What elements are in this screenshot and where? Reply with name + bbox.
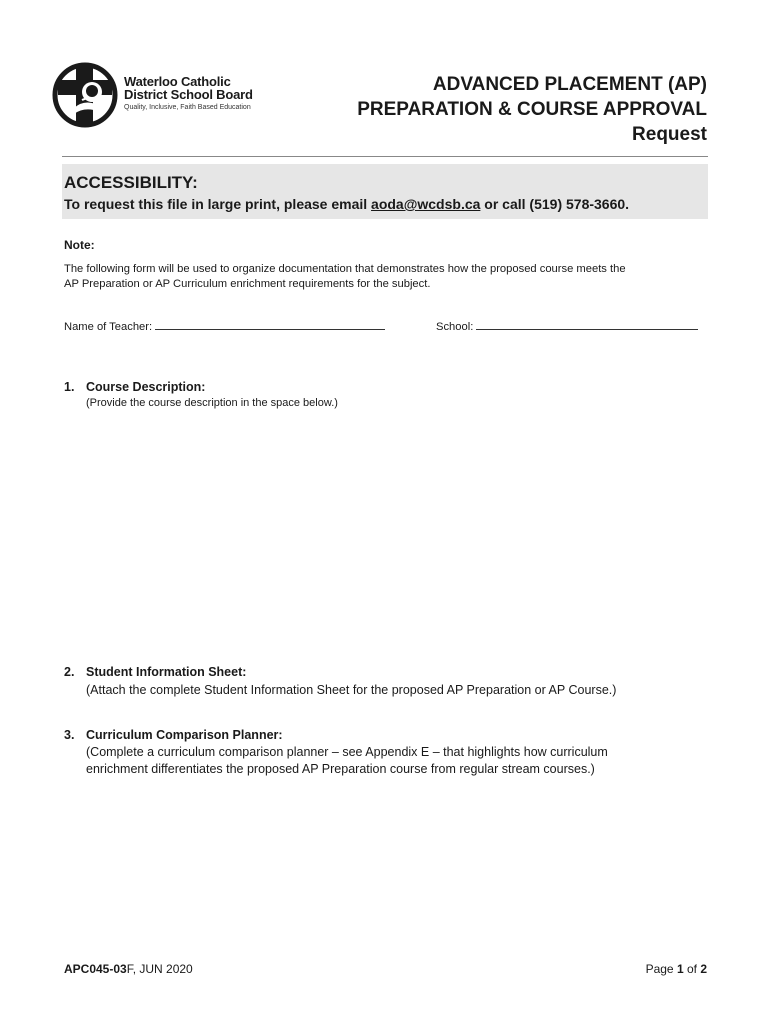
accessibility-text-after: or call (519) 578-3660. [480,196,630,212]
cross-emblem-icon [52,62,118,128]
teacher-input-line[interactable] [155,319,385,330]
note-label: Note: [64,238,95,252]
form-code-bold: APC045-03 [64,962,127,976]
logo-name-line1: Waterloo Catholic [124,74,231,89]
accessibility-heading: ACCESSIBILITY: [64,173,198,192]
accessibility-email-link[interactable]: aoda@wcdsb.ca [371,196,481,212]
form-code [64,962,193,976]
section-3-description-line-1: (Complete a curriculum comparison planner – see Appendix E – that highlights how curriculum [86,745,608,759]
header-divider [62,156,708,157]
section-2-description: (Attach the complete Student Information Sheet for the proposed AP Preparation or AP Course.) [86,683,617,697]
school-label: School: [436,321,474,333]
form-code-date: F, JUN 2020 [126,962,193,976]
accessibility-text-before: To request this file in large print, please email [64,196,372,212]
section-3-number: 3. [64,728,75,742]
section-1-heading: Course Description: [86,380,206,394]
teacher-field [64,319,385,333]
section-1-title [64,380,205,394]
page-prefix: Page [645,962,677,976]
section-1-description: (Provide the course description in the space below.) [86,397,338,409]
note-line-2: AP Preparation or AP Curriculum enrichment requirements for the subject. [64,278,431,290]
section-3-heading: Curriculum Comparison Planner: [86,728,283,742]
section-2-heading: Student Information Sheet: [86,665,247,679]
document-title [357,72,707,147]
title-line-1: ADVANCED PLACEMENT (AP) [432,74,707,95]
section-3-description-line-2: enrichment differentiates the proposed AP Preparation course from regular stream courses.) [86,762,595,776]
page-current: 1 [676,962,684,976]
school-field [436,319,698,333]
section-3-description [86,744,706,778]
title-line-2: PREPARATION & COURSE APPROVAL [357,99,707,120]
accessibility-text [64,196,629,212]
school-input-line[interactable] [476,319,698,330]
logo-tagline: Quality, Inclusive, Faith Based Education [124,104,251,111]
note-line-1: The following form will be used to organize documentation that demonstrates how the proposed course meets the [64,263,626,275]
note-text [64,262,708,292]
section-2-number: 2. [64,665,75,679]
section-2-title [64,665,246,679]
page-of: of [683,962,701,976]
section-1-number: 1. [64,380,75,394]
page-number [646,962,707,976]
logo-name-line2: District School Board [124,87,253,102]
board-logo [52,62,272,126]
page-total: 2 [700,962,707,976]
section-3-title [64,728,283,742]
title-line-3: Request [632,124,707,145]
teacher-label: Name of Teacher: [64,321,153,333]
